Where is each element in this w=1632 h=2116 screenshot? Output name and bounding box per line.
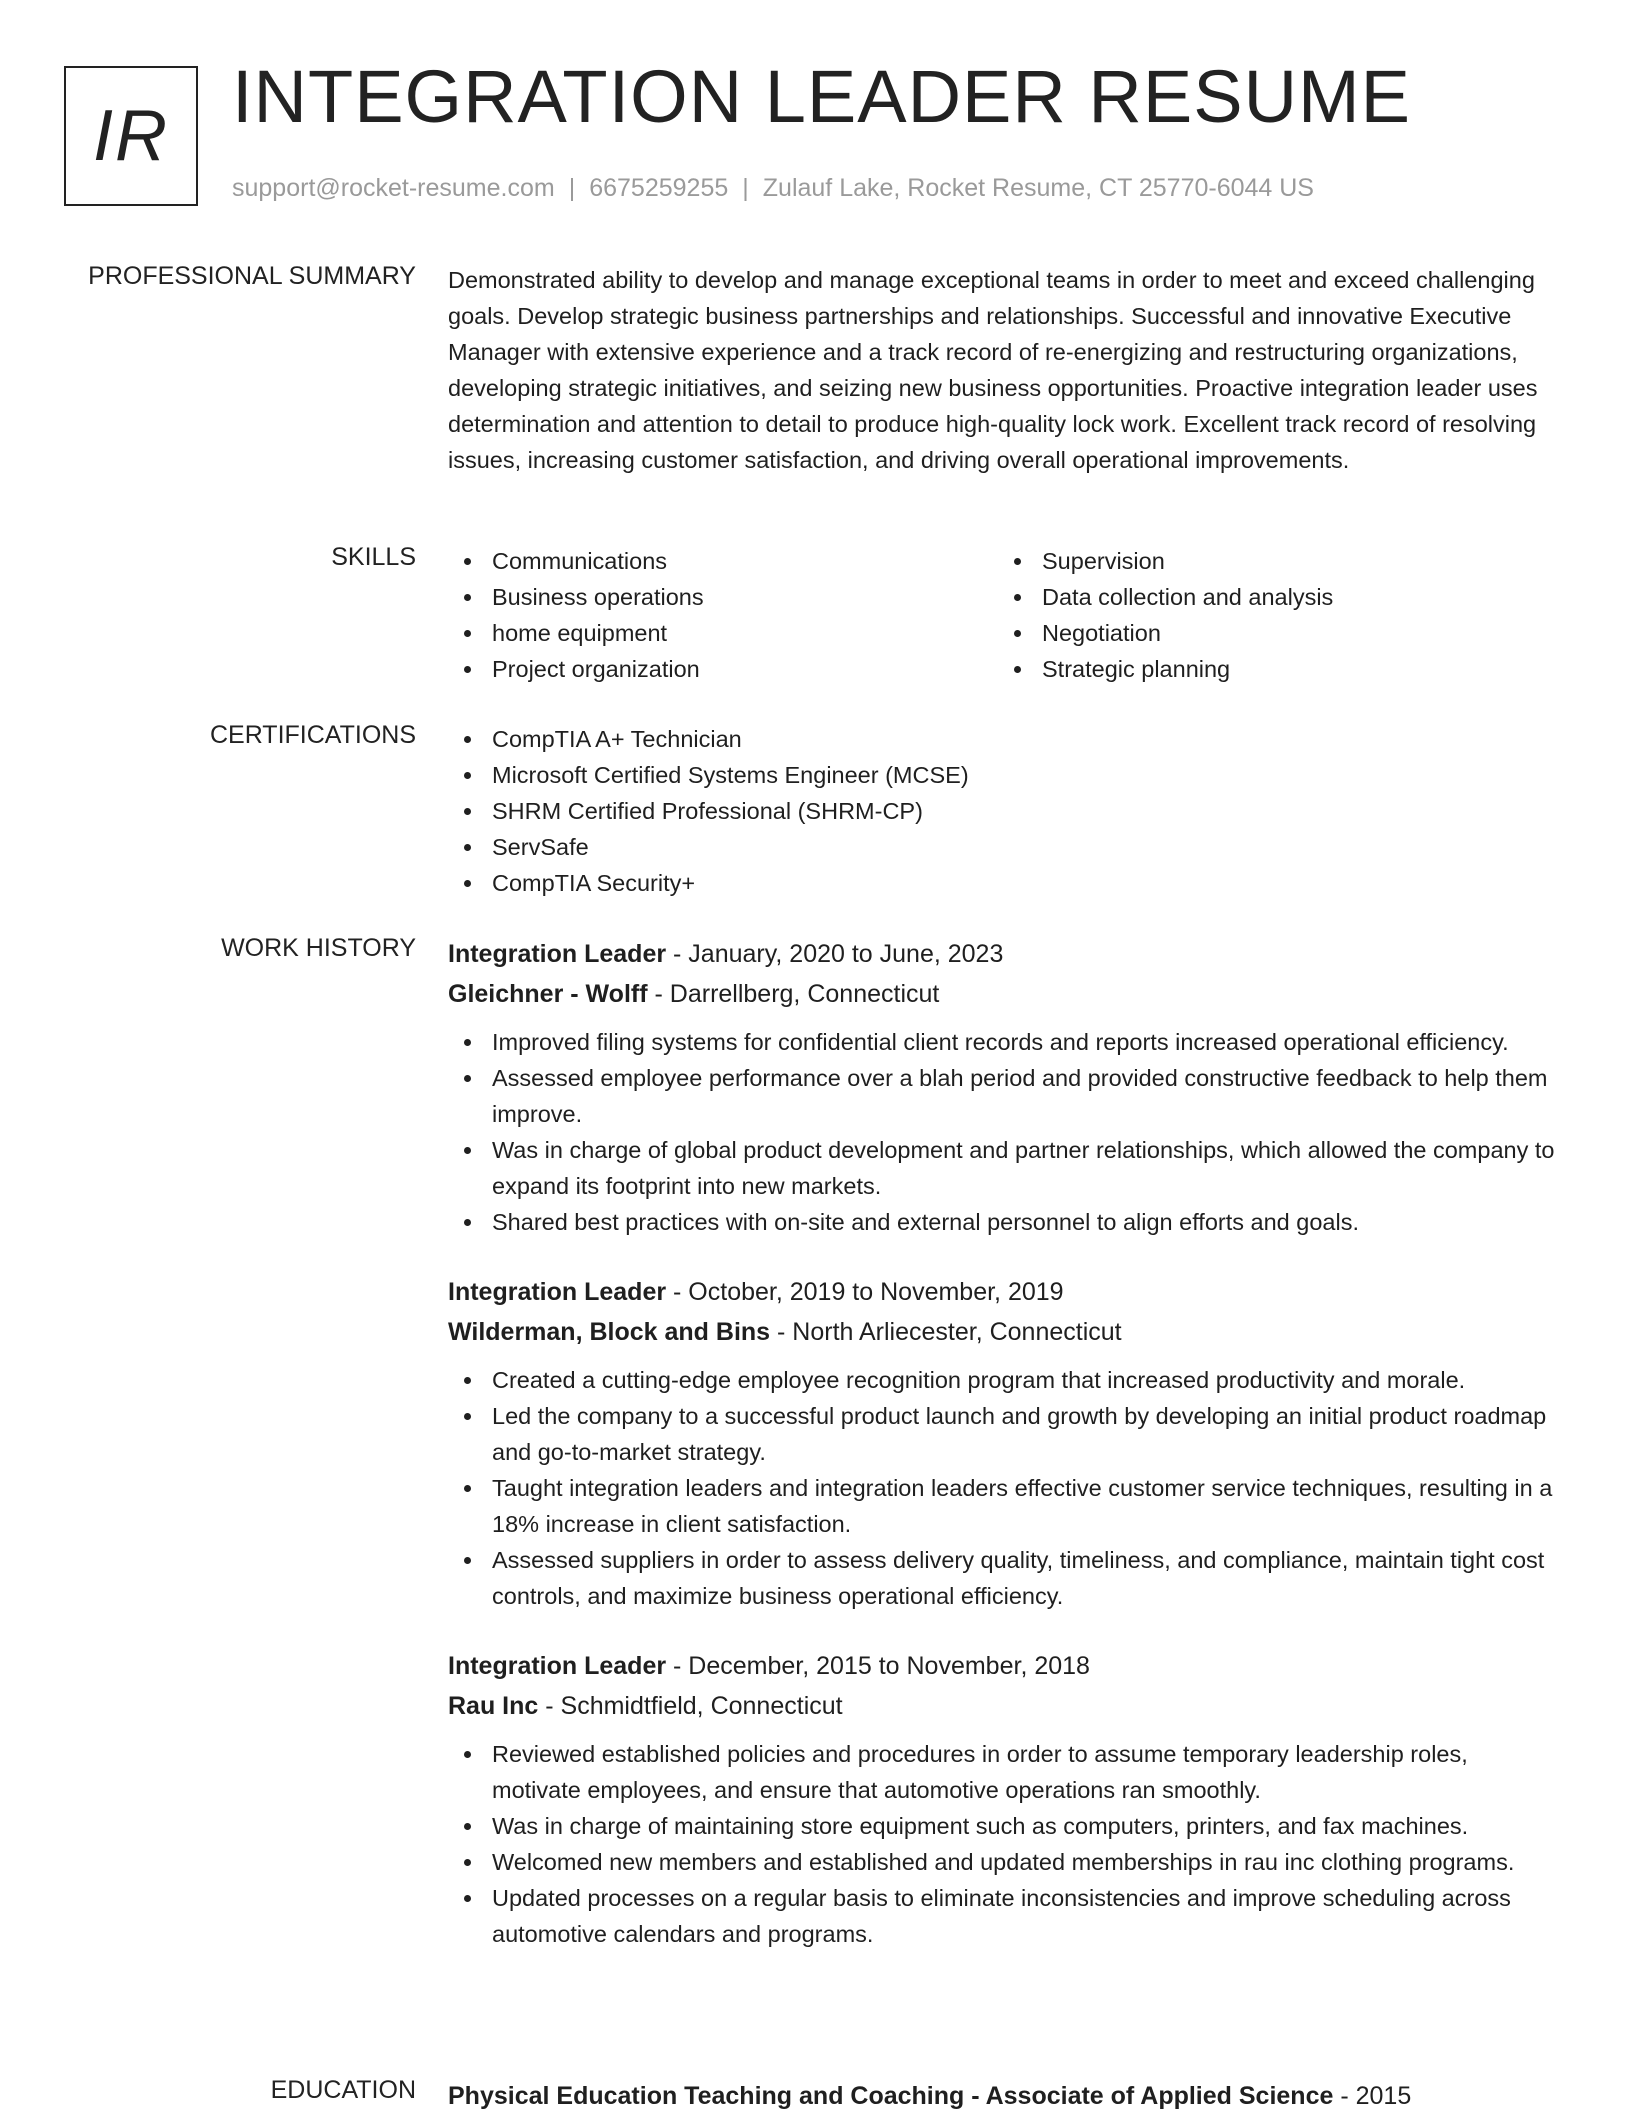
skill-item: Business operations [448, 579, 998, 615]
job-title: Integration Leader [448, 1652, 667, 1680]
certification-item: Microsoft Certified Systems Engineer (MCSE) [448, 757, 1558, 793]
certification-item: CompTIA Security+ [448, 865, 1558, 901]
job-company-line [448, 974, 1558, 1014]
job-title-line [448, 1272, 1558, 1312]
job-bullet: Taught integration leaders and integration leaders effective customer service techniques, resulting in a 18% increase in client satisfaction. [448, 1470, 1558, 1542]
skill-item: home equipment [448, 615, 998, 651]
job-bullet: Reviewed established policies and procedures in order to assume temporary leadership roles, motivate employees, and ensure that automotive operations ran smoothly. [448, 1736, 1558, 1808]
job-bullet: Created a cutting-edge employee recognition program that increased productivity and morale. [448, 1362, 1558, 1398]
skill-item: Supervision [998, 543, 1548, 579]
skill-item: Data collection and analysis [998, 579, 1548, 615]
monogram-badge [64, 66, 198, 206]
skills-grid [448, 543, 1558, 687]
skills-list-right [998, 543, 1548, 687]
job-title-line [448, 1646, 1558, 1686]
job-bullets [448, 1736, 1558, 1952]
contact-line [232, 174, 1314, 203]
job-bullet: Assessed employee performance over a blah period and provided constructive feedback to help them improve. [448, 1060, 1558, 1132]
skill-item: Negotiation [998, 615, 1548, 651]
job-title: Integration Leader [448, 1278, 667, 1306]
certification-item: CompTIA A+ Technician [448, 721, 1558, 757]
education-degree: Physical Education Teaching and Coaching - Associate of Applied Science [448, 2082, 1334, 2110]
job-dates: - October, 2019 to November, 2019 [666, 1278, 1064, 1306]
monogram-initials: IR [93, 96, 169, 176]
section-label-certifications: CERTIFICATIONS [209, 721, 416, 749]
job-dates: - December, 2015 to November, 2018 [666, 1652, 1090, 1680]
job-entry [448, 934, 1558, 1240]
job-location: - North Arliecester, Connecticut [770, 1318, 1122, 1346]
certification-item: ServSafe [448, 829, 1558, 865]
job-location: - Darrellberg, Connecticut [647, 980, 940, 1008]
job-title-line [448, 934, 1558, 974]
contact-address: Zulauf Lake, Rocket Resume, CT 25770-6044 US [762, 174, 1314, 202]
job-bullet: Updated processes on a regular basis to eliminate inconsistencies and improve scheduling across automotive calendars and programs. [448, 1880, 1558, 1952]
resume-title: INTEGRATION LEADER RESUME [232, 55, 1412, 138]
job-bullet: Welcomed new members and established and updated memberships in rau inc clothing programs. [448, 1844, 1558, 1880]
job-entry [448, 1272, 1558, 1614]
section-label-summary: PROFESSIONAL SUMMARY [88, 262, 416, 290]
certifications-body [448, 721, 1558, 901]
job-location: - Schmidtfield, Connecticut [538, 1692, 843, 1720]
contact-separator: | [742, 174, 749, 202]
job-bullet: Led the company to a successful product launch and growth by developing an initial product roadmap and go-to-market strategy. [448, 1398, 1558, 1470]
job-bullet: Was in charge of global product development and partner relationships, which allowed the company to expand its footprint into new markets. [448, 1132, 1558, 1204]
job-company: Gleichner - Wolff [448, 980, 648, 1008]
job-bullets [448, 1362, 1558, 1614]
job-bullet: Improved filing systems for confidential client records and reports increased operational efficiency. [448, 1024, 1558, 1060]
job-entry [448, 1646, 1558, 1952]
job-bullets [448, 1024, 1558, 1240]
education-line [448, 2076, 1558, 2116]
job-bullet: Was in charge of maintaining store equipment such as computers, printers, and fax machines. [448, 1808, 1558, 1844]
job-bullet: Shared best practices with on-site and external personnel to align efforts and goals. [448, 1204, 1558, 1240]
education-year: - 2015 [1333, 2082, 1412, 2110]
skills-body [448, 543, 1558, 687]
education-body [448, 2076, 1558, 2116]
skill-item: Strategic planning [998, 651, 1548, 687]
section-label-work-history: WORK HISTORY [221, 934, 416, 962]
certifications-list [448, 721, 1558, 901]
job-dates: - January, 2020 to June, 2023 [666, 940, 1004, 968]
certification-item: SHRM Certified Professional (SHRM-CP) [448, 793, 1558, 829]
contact-email: support@rocket-resume.com [232, 174, 555, 202]
job-title: Integration Leader [448, 940, 667, 968]
section-label-skills: SKILLS [331, 543, 416, 571]
skill-item: Communications [448, 543, 998, 579]
work-history-body [448, 934, 1558, 1984]
contact-separator: | [568, 174, 576, 202]
summary-body [448, 262, 1558, 478]
contact-phone: 6675259255 [589, 174, 729, 202]
skills-list-left [448, 543, 998, 687]
job-company-line [448, 1312, 1558, 1352]
job-company-line [448, 1686, 1558, 1726]
job-company: Wilderman, Block and Bins [448, 1318, 771, 1346]
job-company: Rau Inc [448, 1692, 539, 1720]
job-bullet: Assessed suppliers in order to assess delivery quality, timeliness, and compliance, maintain tight cost controls, and maximize business operational efficiency. [448, 1542, 1558, 1614]
section-label-education: EDUCATION [270, 2076, 416, 2104]
summary-text: Demonstrated ability to develop and manage exceptional teams in order to meet and exceed challenging goals. Develop strategic business partnerships and relationships. Successful and innovative Executive Manager with extensive experience and a track record of re-energizing and restructuring organizations, developing strategic initiatives, and seizing new business opportunities. Proactive integration leader uses determination and attention to detail to produce high-quality lock work. Excellent track record of resolving issues, increasing customer satisfaction, and driving overall operational improvements. [448, 267, 1538, 473]
skill-item: Project organization [448, 651, 998, 687]
